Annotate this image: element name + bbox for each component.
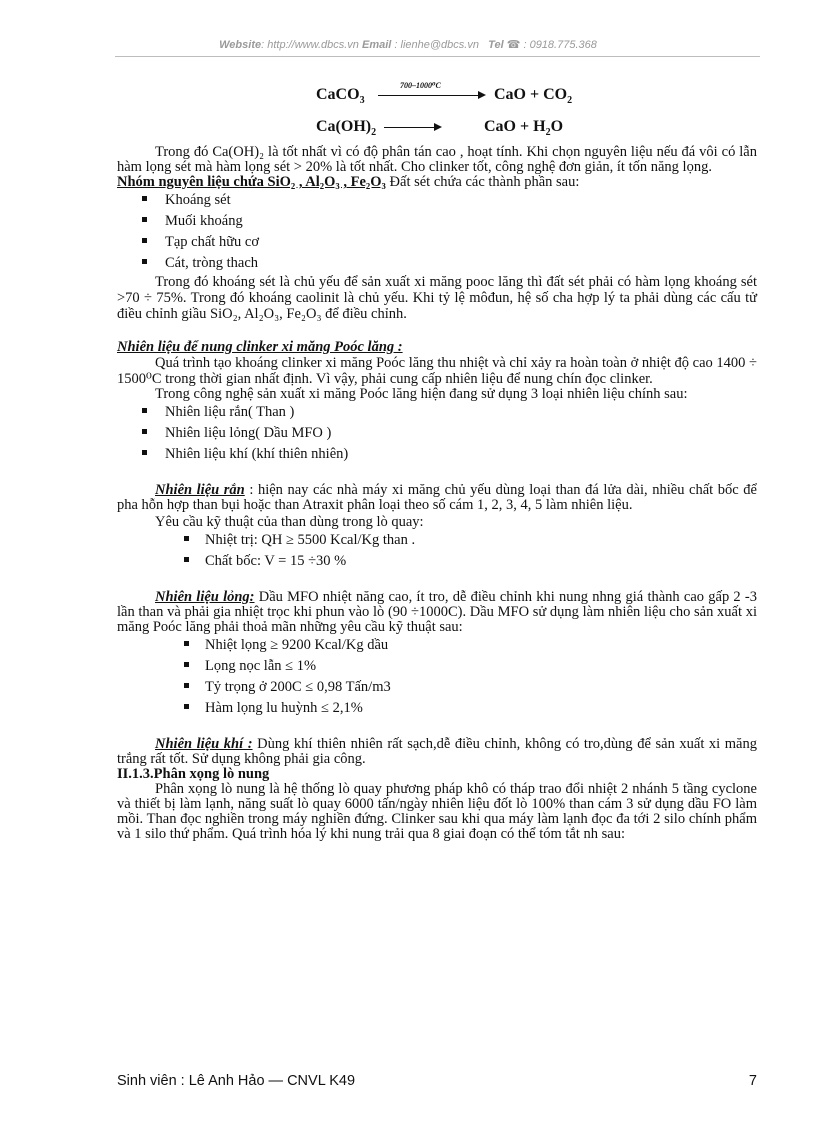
page-header <box>0 38 816 51</box>
clay-component-list <box>117 190 757 274</box>
list-item: Nhiên liệu rắn( Than ) <box>117 402 757 423</box>
equation-1-arrow-label: 700–1000⁰C <box>400 81 441 90</box>
equation-2-arrow <box>384 127 440 128</box>
email-label: Email <box>362 39 392 51</box>
list-item: Nhiên liệu lỏng( Dầu MFO ) <box>117 423 757 444</box>
section-heading: II.1.3.Phân xọng lò nung <box>117 766 270 782</box>
gas-fuel-heading: Nhiên liệu khí : <box>155 736 253 752</box>
gas-fuel-text: Dùng khí thiên nhiên rất sạch,dễ điều chỉnh, không có tro,dùng để sản xuất xi măng trắng rất tốt. Sử dụng không phải gia công. <box>117 736 757 767</box>
list-item: Lọng nọc lẫn ≤ 1% <box>117 656 757 677</box>
list-item: Muối khoáng <box>117 211 757 232</box>
paragraph-fuel-process: Quá trình tạo khoáng clinker xi măng Poóc lăng thu nhiệt và chỉ xảy ra hoàn toàn ở nhiệt độ cao 1400 ÷ 1500⁰C trong thời gian nhất định. Vì vậy, phải cung cấp nhiên liệu để nung chín đọc clinker. <box>117 355 757 387</box>
fuel-type-list <box>117 402 757 465</box>
equation-1-right: CaO + $CO_2$ <box>494 86 573 107</box>
equation-2-left: $Ca(OH)_2$ <box>316 118 377 139</box>
group-heading-line <box>117 175 757 190</box>
paragraph-fuel-types: Trong công nghệ sản xuất xi măng Poóc lăng hiện đang sử dụng 3 loại nhiên liệu chính sau: <box>155 386 688 402</box>
website-value: : http://www.dbcs.vn <box>261 39 359 51</box>
list-item: Chất bốc: V = 15 ÷30 % <box>117 551 757 572</box>
tel-value: ☎ : 0918.775.368 <box>506 39 597 51</box>
solid-fuel-requirements: Yêu cầu kỹ thuật của than dùng trong lò quay: <box>155 514 424 530</box>
list-item: Tỷ trọng ở 200C ≤ 0,98 Tấn/m3 <box>117 677 757 698</box>
document-body <box>117 145 757 842</box>
header-rule <box>115 56 760 57</box>
paragraph-clay-minerals: Trong đó khoáng sét là chủ yếu để sản xuất xi măng pooc lăng thì đất sét phải có hàm lọng khoáng sét >70 ÷ 75%. Trong đó khoáng caolinit là chủ yếu. Khi tỷ lệ môđun, hệ số cha hợp lý ta phải dùng các cấu tử điều chỉnh giầu SiO₂, Al₂O₃, Fe₂O₃ để điều chỉnh. <box>117 274 757 322</box>
list-item: Tạp chất hữu cơ <box>117 232 757 253</box>
fuel-heading-line <box>117 340 757 355</box>
paragraph-kiln: Phân xọng lò nung là hệ thống lò quay phương pháp khô có tháp trao đổi nhiệt 2 nhánh 5 tầng cyclone và thiết bị làm lạnh, năng suất lò quay 6000 tấn/ngày nhiên liệu đốt lò 100% than cám 3 sử dụng dầu FO làm mồi. Than đọc nghiền trong máy nghiền đứng. Clinker sau khi qua máy làm lạnh đọc đa tới 2 silo chính phẩm và 1 silo thứ phẩm. Quá trình hóa lý khi nung trải qua 8 giai đoạn có thể tóm tắt nh sau: <box>117 781 757 842</box>
email-value: : lienhe@dbcs.vn <box>391 39 479 51</box>
list-item: Khoáng sét <box>117 190 757 211</box>
paragraph-gas-fuel <box>117 737 757 767</box>
solid-fuel-heading: Nhiên liệu rắn <box>155 482 245 498</box>
list-item: Nhiệt trị: QH ≥ 5500 Kcal/Kg than . <box>117 530 757 551</box>
equation-1-arrow <box>378 95 484 96</box>
list-item: Cát, tròng thach <box>117 253 757 274</box>
equation-1-left: CaCO$_3$ <box>316 86 365 107</box>
solid-fuel-text: : hiện nay các nhà máy xi măng chủ yếu dùng loại than đá lửa dài, nhiều chất bốc để pha hỗn hợp than bụi hoặc than Atraxit phân loại theo số cám 1, 2, 3, 4, 5 làm nhiên liệu. <box>117 482 757 513</box>
page-footer <box>117 1073 757 1089</box>
footer-author: Sinh viên : Lê Anh Hảo — CNVL K49 <box>117 1073 356 1089</box>
liquid-fuel-text: Dầu MFO nhiệt năng cao, ít tro, dễ điều chỉnh khi nung nhng giá thành cao gấp 2 -3 lần than và phải gia nhiệt trọc khi phun vào lò (90 ÷1000C). Dầu MFO sử dụng làm nhiên liệu cho sản xuất xi măng Poóc lăng phải thoả mãn những yêu cầu kỹ thuật sau: <box>117 589 757 635</box>
liquid-fuel-spec-list <box>117 635 757 719</box>
list-item: Nhiệt lọng ≥ 9200 Kcal/Kg dầu <box>117 635 757 656</box>
list-item: Nhiên liệu khí (khí thiên nhiên) <box>117 444 757 465</box>
list-item: Hàm lọng lu huỳnh ≤ 2,1% <box>117 698 757 719</box>
group-heading: Nhóm nguyên liệu chứa SiO₂ , Al₂O₃ , Fe₂O₃ <box>117 174 386 190</box>
website-label: Website <box>219 39 262 51</box>
paragraph-solid-fuel <box>117 483 757 513</box>
liquid-fuel-heading: Nhiên liệu lỏng: <box>155 589 255 605</box>
equation-2-right: CaO + $H_2O$ <box>484 118 564 139</box>
fuel-heading: Nhiên liệu để nung clinker xi măng Poóc lăng : <box>117 339 403 355</box>
solid-fuel-spec-list <box>117 530 757 572</box>
tel-label: Tel <box>488 39 504 51</box>
page-number: 7 <box>748 1073 757 1089</box>
paragraph-liquid-fuel <box>117 590 757 635</box>
group-heading-text: Đất sét chứa các thành phần sau: <box>385 174 580 190</box>
paragraph-caoh2: Trong đó Ca(OH)₂ là tốt nhất vì có độ phân tán cao , hoạt tính. Khi chọn nguyên liệu nếu đá vôi có lẫn hàm lọng sét mà hàm lọng sét > 20% là tốt nhất. Cho clinker tốt, công nghệ đơn giản, ít tốn năng lọng. <box>117 144 757 175</box>
